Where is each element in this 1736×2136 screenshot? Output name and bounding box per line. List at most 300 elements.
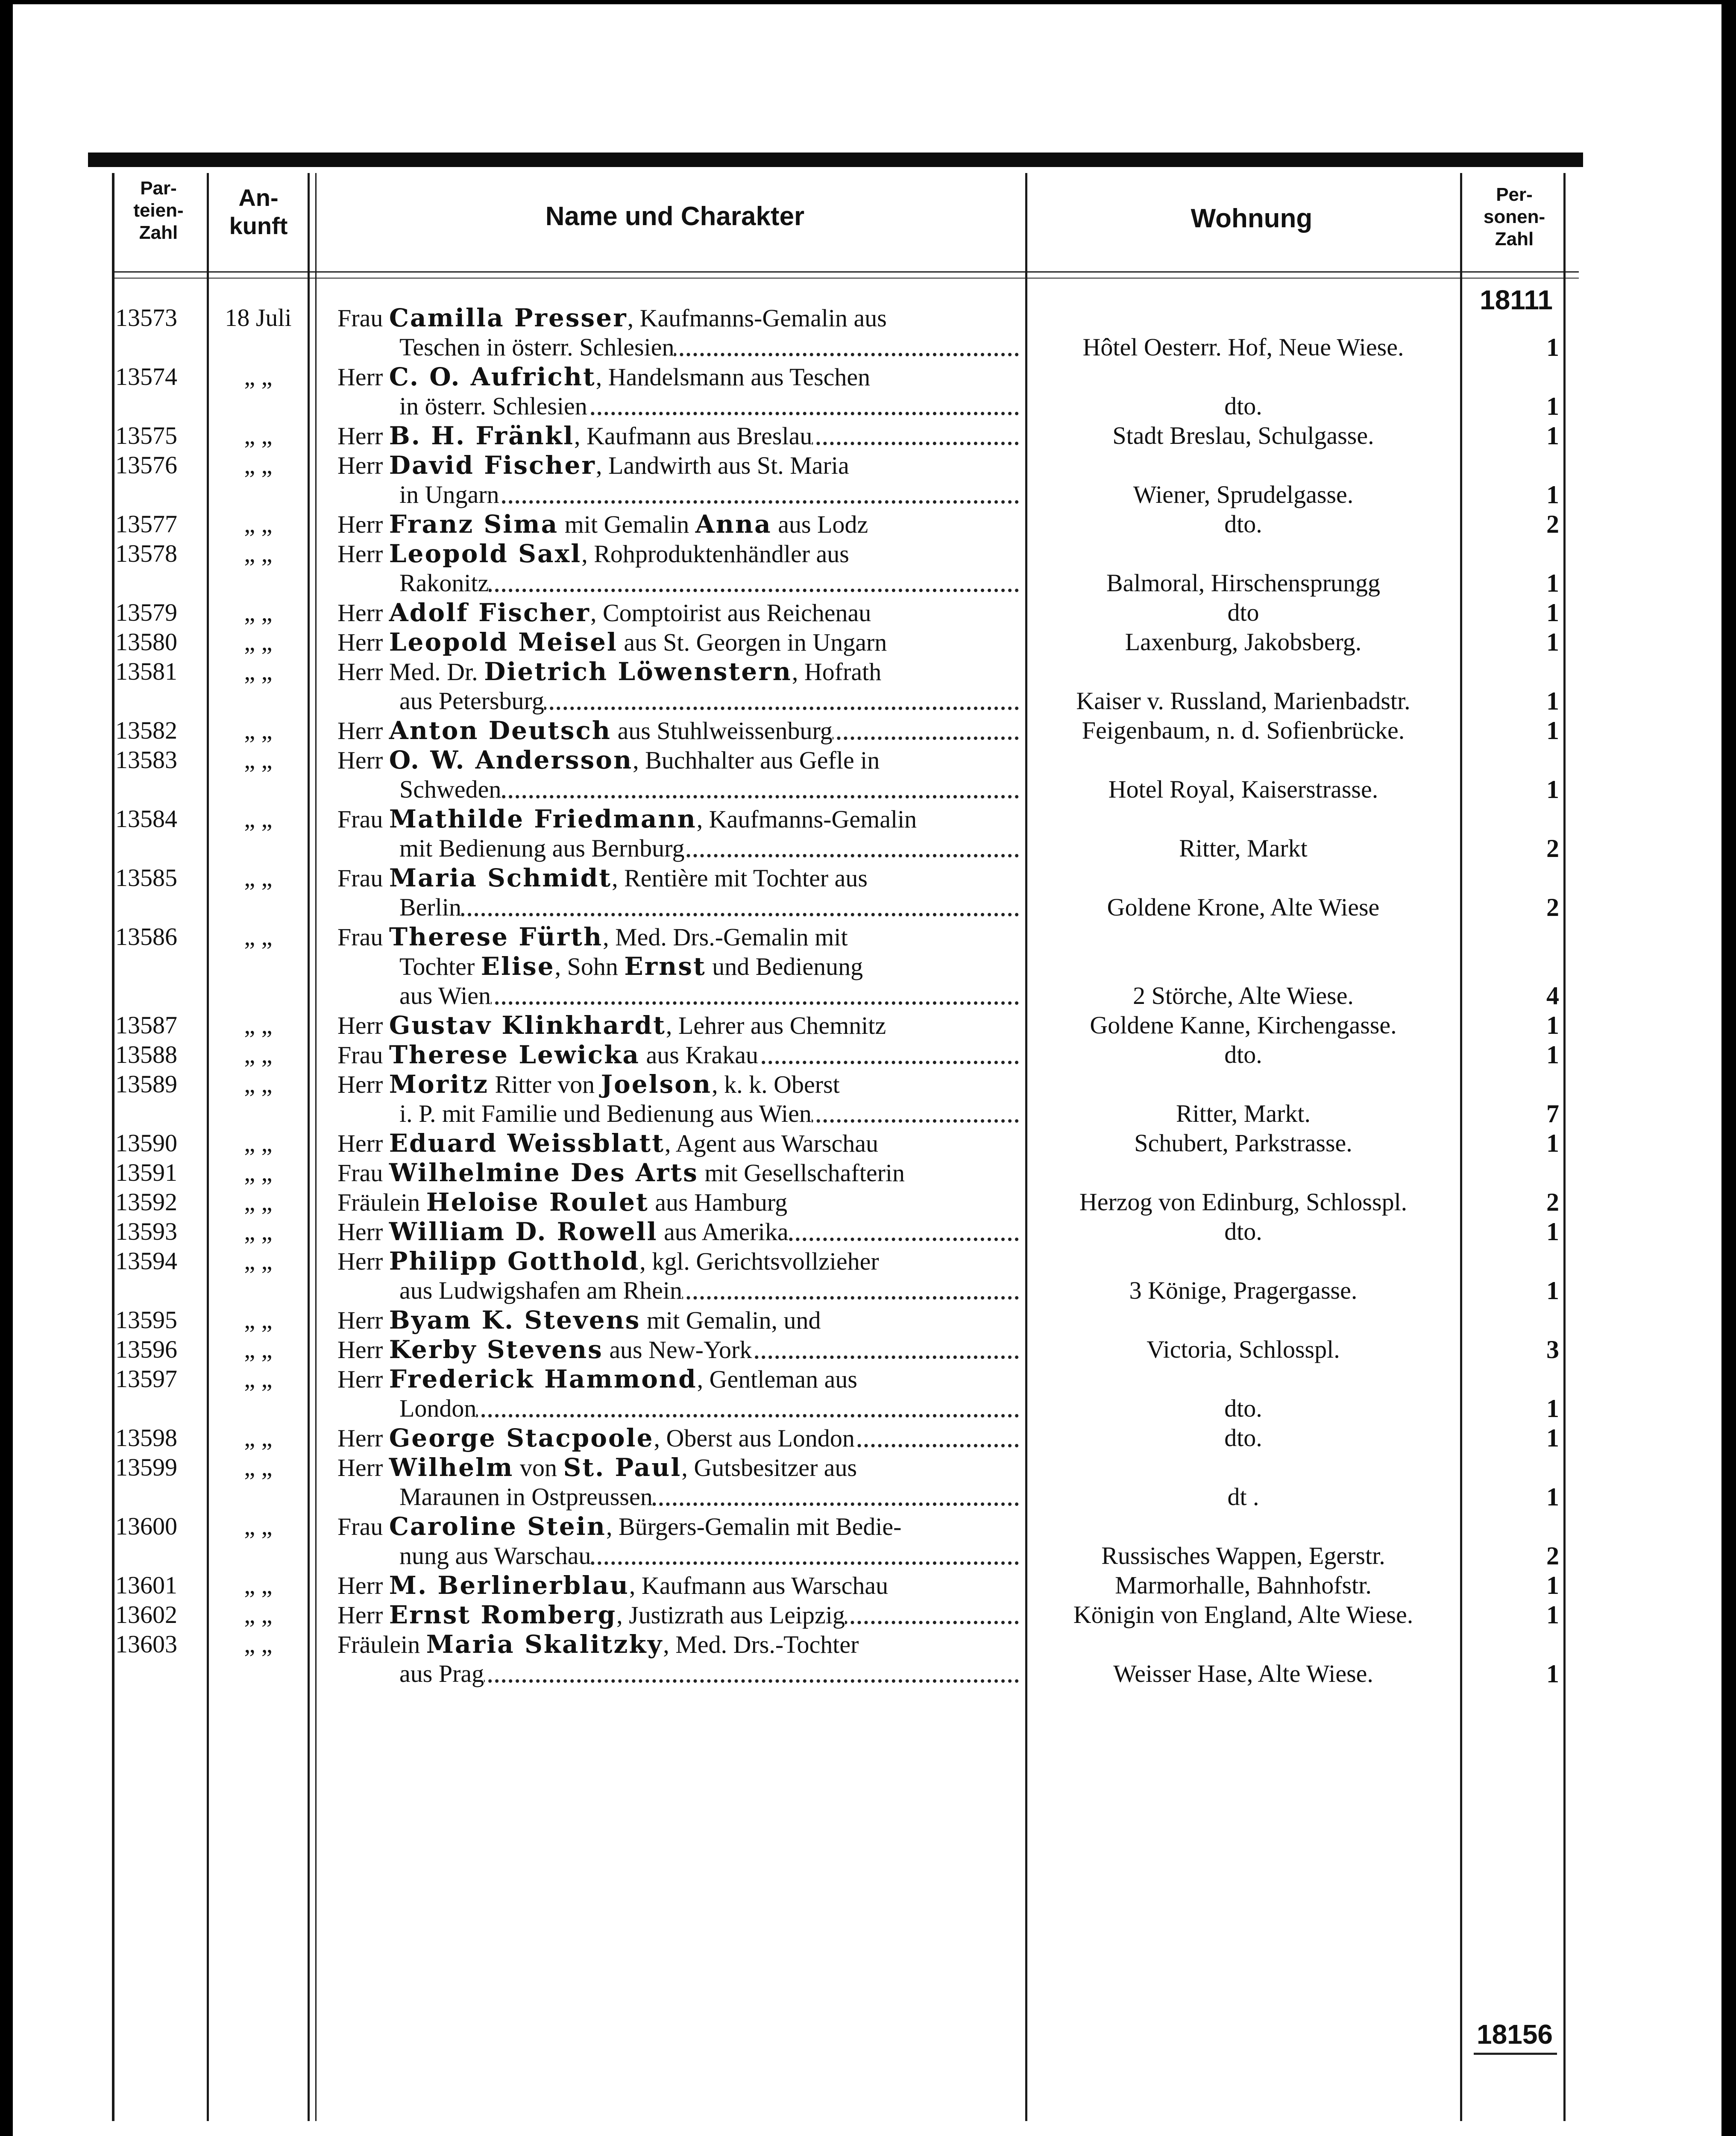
party-number: 13579 — [115, 599, 177, 626]
person-name: Wilhelm — [389, 1453, 514, 1482]
person-name: Kerby Stevens — [389, 1335, 603, 1364]
party-number: 13588 — [115, 1041, 177, 1068]
entry-text: Teschen in österr. Schlesien — [399, 333, 674, 361]
entry-text: , Comptoirist aus Reichenau — [590, 599, 871, 627]
entry-text: Herr — [337, 1247, 389, 1275]
name-line — [399, 687, 1019, 715]
residence: Königin von England, Alte Wiese. — [1073, 1601, 1413, 1628]
entry-text: Herr — [337, 1365, 389, 1393]
header-line: An- — [238, 184, 279, 211]
residence: 3 Könige, Pragergasse. — [1129, 1276, 1358, 1304]
entry-text: Rakonitz — [399, 569, 489, 597]
entry-text: , Kaufmann aus Breslau — [574, 422, 812, 450]
party-number: 13593 — [115, 1218, 177, 1245]
person-name: Maria Schmidt — [389, 863, 612, 892]
entry-text: Herr — [337, 1306, 389, 1334]
name-line — [337, 1217, 1019, 1246]
entry-text: Herr — [337, 511, 389, 538]
arrival-date: „ „ — [244, 451, 273, 479]
party-number: 13587 — [115, 1011, 177, 1039]
name-line — [337, 1158, 1019, 1187]
person-name: B. H. Fränkl — [389, 421, 575, 450]
entry-text: , k. k. Oberst — [712, 1071, 840, 1098]
residence: Marmorhalle, Bahnhofstr. — [1115, 1571, 1372, 1599]
entry-text: Ritter von — [488, 1071, 601, 1098]
column-line — [1460, 173, 1462, 2121]
person-name: Anton Deutsch — [389, 716, 612, 745]
person-count: 1 — [1546, 1601, 1559, 1629]
entry-text: mit Gesellschafterin — [698, 1159, 905, 1187]
entry-text: Herr — [337, 1572, 389, 1599]
arrival-date: „ „ — [244, 510, 273, 538]
residence: Laxenburg, Jakobsberg. — [1125, 628, 1362, 656]
header-line: sonen- — [1483, 206, 1545, 227]
person-count: 1 — [1546, 481, 1559, 509]
entry-text: aus Hamburg — [648, 1188, 788, 1216]
name-line — [337, 362, 1019, 391]
entry-text: aus Prag — [399, 1660, 484, 1687]
entry-text: Frau — [337, 304, 389, 332]
party-number: 13575 — [115, 422, 177, 449]
person-count: 1 — [1546, 775, 1559, 804]
party-number: 13603 — [115, 1630, 177, 1658]
residence: Goldene Krone, Alte Wiese — [1107, 893, 1380, 921]
person-name: St. Paul — [563, 1453, 682, 1482]
name-line — [337, 539, 1019, 568]
name-line — [337, 598, 1019, 627]
entry-text: , Gutsbesitzer aus — [681, 1454, 857, 1482]
name-line — [337, 510, 1019, 539]
person-name: M. Berlinerblau — [389, 1571, 629, 1600]
party-number: 13585 — [115, 864, 177, 892]
residence: dto. — [1224, 392, 1262, 420]
name-line — [399, 1482, 1019, 1511]
entry-text: , Med. Drs.-Gemalin mit — [603, 923, 848, 951]
person-count: 2 — [1546, 834, 1559, 863]
arrival-date: „ „ — [244, 1188, 273, 1216]
name-line — [399, 1541, 1019, 1570]
party-number: 13584 — [115, 805, 177, 833]
entry-text: , Oberst aus London — [654, 1424, 855, 1452]
entry-text: aus Wien — [399, 982, 491, 1009]
name-line — [337, 1247, 1019, 1276]
party-number: 13598 — [115, 1424, 177, 1452]
name-line — [337, 1306, 1019, 1335]
entry-text: , Kaufmanns-Gemalin — [696, 805, 917, 833]
party-number: 13601 — [115, 1571, 177, 1599]
name-line — [399, 775, 1019, 804]
residence: Weisser Hase, Alte Wiese. — [1113, 1660, 1373, 1687]
arrival-date: „ „ — [244, 805, 273, 833]
arrival-date: „ „ — [244, 1601, 273, 1628]
final-total-underline — [1474, 2053, 1557, 2055]
entry-text: Herr — [337, 1218, 389, 1246]
entry-text: Herr — [337, 452, 389, 479]
name-line — [337, 922, 1019, 951]
header-ankunft — [209, 184, 308, 240]
column-line — [1563, 173, 1566, 2121]
entry-text: , Bürgers-Gemalin mit Bedie- — [606, 1513, 902, 1540]
arrival-date: „ „ — [244, 1218, 273, 1245]
entry-text: , Buchhalter aus Gefle in — [633, 746, 880, 774]
person-name: Ernst Romberg — [389, 1600, 617, 1629]
name-line — [337, 1070, 1019, 1099]
party-number: 13574 — [115, 363, 177, 390]
header-parteien-zahl — [114, 177, 203, 244]
entry-text: Herr — [337, 422, 389, 450]
entry-text: Herr — [337, 540, 389, 568]
person-name: George Stacpoole — [389, 1423, 654, 1452]
person-count: 2 — [1546, 1188, 1559, 1216]
arrival-date: „ „ — [244, 746, 273, 774]
arrival-date: „ „ — [244, 657, 273, 685]
party-number: 13576 — [115, 451, 177, 479]
person-count: 4 — [1546, 982, 1559, 1010]
arrival-date: „ „ — [244, 1247, 273, 1275]
entry-text: Maraunen in Ostpreussen — [399, 1483, 653, 1511]
person-count: 3 — [1546, 1335, 1559, 1364]
entry-text: Herr — [337, 746, 389, 774]
person-name: Therese Fürth — [389, 922, 603, 951]
name-line — [337, 1188, 1019, 1217]
arrival-date: „ „ — [244, 1512, 273, 1540]
name-line — [337, 1423, 1019, 1452]
entry-text: aus Stuhlweissenburg — [611, 717, 833, 745]
person-name: Heloise Roulet — [426, 1188, 649, 1217]
party-number: 13595 — [115, 1306, 177, 1334]
column-line — [112, 173, 114, 2121]
name-line — [337, 1571, 1019, 1600]
person-name: Camilla Presser — [389, 303, 628, 332]
name-line — [337, 421, 1019, 450]
leader-dots — [399, 1001, 1019, 1005]
name-line — [399, 1659, 1019, 1688]
party-number: 13581 — [115, 657, 177, 685]
person-name: Leopold Saxl — [389, 539, 582, 568]
name-line — [399, 1099, 1019, 1128]
entry-text: mit Gemalin — [558, 511, 695, 538]
residence: dto. — [1224, 1041, 1262, 1068]
person-count: 1 — [1546, 1276, 1559, 1305]
entry-text: Herr — [337, 363, 389, 391]
name-line — [399, 392, 1019, 420]
arrival-date: „ „ — [244, 363, 273, 390]
name-line — [337, 1335, 1019, 1364]
name-line — [337, 1630, 1019, 1659]
person-name: Eduard Weissblatt — [389, 1129, 665, 1158]
leader-dots — [399, 1679, 1019, 1683]
party-number: 13586 — [115, 923, 177, 951]
leader-dots — [399, 1414, 1019, 1417]
arrival-date: „ „ — [244, 1159, 273, 1186]
arrival-date: „ „ — [244, 1365, 273, 1393]
person-count: 1 — [1546, 1011, 1559, 1039]
person-name: Therese Lewicka — [389, 1040, 640, 1069]
person-count: 1 — [1546, 1483, 1559, 1511]
entry-text: Herr — [337, 1336, 389, 1364]
entry-text: Herr — [337, 1424, 389, 1452]
person-count: 1 — [1546, 1041, 1559, 1069]
entry-text: , Handelsmann aus Teschen — [595, 363, 871, 391]
arrival-date: „ „ — [244, 1070, 273, 1098]
entry-text: Schweden — [399, 775, 501, 803]
entry-text: aus Petersburg — [399, 687, 544, 715]
header-line: teien- — [133, 200, 184, 221]
person-name: Dietrich Löwenstern — [484, 657, 792, 686]
entry-text: Berlin — [399, 893, 461, 921]
residence: Victoria, Schlosspl. — [1147, 1335, 1340, 1363]
person-name: Elise — [481, 952, 555, 981]
person-count: 1 — [1546, 333, 1559, 361]
person-name: Byam K. Stevens — [389, 1306, 641, 1335]
name-line — [399, 480, 1019, 509]
leader-dots — [399, 589, 1019, 592]
person-name: Adolf Fischer — [389, 598, 590, 627]
entry-text: Frau — [337, 923, 389, 951]
entry-text: , Kaufmann aus Warschau — [629, 1572, 889, 1599]
leader-dots — [399, 913, 1019, 916]
entry-text: Herr — [337, 1454, 389, 1482]
entry-text: aus New-York — [603, 1336, 752, 1364]
residence: Russisches Wappen, Egerstr. — [1101, 1542, 1385, 1570]
arrival-date: „ „ — [244, 1630, 273, 1658]
name-line — [399, 333, 1019, 361]
entry-text: aus St. Georgen in Ungarn — [617, 628, 887, 656]
arrival-date: „ „ — [244, 1453, 273, 1481]
person-count: 1 — [1546, 599, 1559, 627]
top-thick-rule — [88, 153, 1583, 167]
name-line — [337, 1129, 1019, 1158]
person-name: Mathilde Friedmann — [389, 804, 697, 833]
residence: Stadt Breslau, Schulgasse. — [1112, 422, 1374, 449]
entry-text: Frau — [337, 1513, 389, 1540]
entry-text: Herr — [337, 1601, 389, 1629]
entry-text: London — [399, 1394, 477, 1422]
arrival-date: „ „ — [244, 599, 273, 626]
residence: Goldene Kanne, Kirchengasse. — [1090, 1011, 1397, 1039]
name-line — [337, 303, 1019, 332]
name-line — [337, 1600, 1019, 1629]
person-name: C. O. Aufricht — [389, 362, 596, 391]
residence: dto. — [1224, 1218, 1262, 1245]
name-line — [337, 1512, 1019, 1541]
name-line — [337, 863, 1019, 892]
carried-total: 18111 — [1480, 285, 1553, 315]
person-name: Ernst — [624, 952, 706, 981]
header-rule — [114, 271, 1579, 273]
name-line — [337, 1040, 1019, 1069]
person-name: Anna — [695, 510, 772, 539]
entry-text: und Bedienung — [706, 953, 863, 980]
header-line: Zahl — [139, 222, 178, 243]
arrival-date: „ „ — [244, 1041, 273, 1068]
party-number: 13589 — [115, 1070, 177, 1098]
entry-text: in österr. Schlesien — [399, 392, 587, 420]
header-name-und-charakter: Name und Charakter — [545, 202, 805, 231]
party-number: 13591 — [115, 1159, 177, 1186]
column-line — [207, 173, 209, 2121]
party-number: 13573 — [115, 304, 177, 332]
party-number: 13583 — [115, 746, 177, 774]
header-rule-2 — [114, 278, 1579, 279]
person-name: Gustav Klinkhardt — [389, 1011, 666, 1040]
person-count: 1 — [1546, 1571, 1559, 1599]
person-count: 1 — [1546, 716, 1559, 745]
entry-text: von — [513, 1454, 563, 1482]
residence: dto. — [1224, 1394, 1262, 1422]
party-number: 13580 — [115, 628, 177, 656]
residence: Hôtel Oesterr. Hof, Neue Wiese. — [1082, 333, 1404, 361]
header-personen-zahl — [1469, 184, 1559, 250]
arrival-date: 18 Juli — [225, 304, 292, 332]
entry-text: Fräulein — [337, 1188, 426, 1216]
party-number: 13602 — [115, 1601, 177, 1628]
residence: Ritter, Markt — [1179, 834, 1308, 862]
person-count: 1 — [1546, 1129, 1559, 1157]
person-count: 1 — [1546, 687, 1559, 715]
entry-text: , Landwirth aus St. Maria — [595, 452, 849, 479]
arrival-date: „ „ — [244, 923, 273, 951]
party-number: 13599 — [115, 1453, 177, 1481]
entry-text: Frau — [337, 1159, 389, 1187]
entry-text: mit Bedienung aus Bernburg — [399, 834, 685, 862]
person-name: Franz Sima — [389, 510, 559, 539]
entry-text: aus Ludwigshafen am Rhein — [399, 1276, 683, 1304]
arrival-date: „ „ — [244, 1129, 273, 1157]
entry-text: in Ungarn — [399, 481, 499, 508]
entry-text: Herr — [337, 628, 389, 656]
arrival-date: „ „ — [244, 628, 273, 656]
entry-text: , Rohproduktenhändler aus — [581, 540, 849, 568]
party-number: 13577 — [115, 510, 177, 538]
name-line — [337, 745, 1019, 775]
entry-text: Tochter — [399, 953, 481, 980]
register-page — [13, 4, 1721, 2136]
person-name: Frederick Hammond — [389, 1364, 697, 1394]
name-line — [399, 981, 1019, 1010]
person-name: Joelson — [601, 1070, 712, 1099]
entry-text: , Agent aus Warschau — [664, 1130, 879, 1157]
header-line: Par- — [140, 178, 177, 199]
name-line — [337, 657, 1019, 686]
person-count: 1 — [1546, 1394, 1559, 1423]
residence: Hotel Royal, Kaiserstrasse. — [1108, 775, 1378, 803]
arrival-date: „ „ — [244, 1335, 273, 1363]
entry-text: , Lehrer aus Chemnitz — [666, 1012, 886, 1039]
entry-text: aus Lodz — [771, 511, 868, 538]
party-number: 13578 — [115, 540, 177, 567]
header-wohnung: Wohnung — [1191, 204, 1313, 233]
arrival-date: „ „ — [244, 1011, 273, 1039]
name-line — [337, 1011, 1019, 1040]
entry-text: Herr — [337, 1012, 389, 1039]
name-line — [399, 569, 1019, 597]
residence: dto. — [1224, 510, 1262, 538]
person-count: 1 — [1546, 628, 1559, 656]
column-line — [308, 173, 310, 2121]
entry-text: , Gentleman aus — [697, 1365, 857, 1393]
person-name: Wilhelmine Des Arts — [389, 1158, 698, 1187]
name-line — [337, 1364, 1019, 1394]
person-count: 2 — [1546, 510, 1559, 538]
arrival-date: „ „ — [244, 1571, 273, 1599]
final-total: 18156 — [1477, 2019, 1553, 2050]
entry-text: Herr — [337, 599, 389, 627]
name-line — [337, 451, 1019, 480]
header-line: Per- — [1496, 184, 1533, 205]
residence: Balmoral, Hirschensprungg — [1106, 569, 1381, 597]
person-name: Caroline Stein — [389, 1512, 606, 1541]
person-name: Leopold Meisel — [389, 628, 618, 657]
arrival-date: „ „ — [244, 1306, 273, 1334]
entry-text: Herr — [337, 1130, 389, 1157]
person-count: 1 — [1546, 569, 1559, 597]
name-line — [337, 628, 1019, 657]
name-line — [399, 893, 1019, 921]
entry-text: i. P. mit Familie und Bedienung aus Wien — [399, 1100, 812, 1127]
residence: dto — [1227, 599, 1259, 626]
entry-text: Fräulein — [337, 1631, 426, 1658]
entry-text: Frau — [337, 1041, 389, 1069]
header-line: kunft — [229, 212, 288, 240]
arrival-date: „ „ — [244, 422, 273, 449]
entry-text: Frau — [337, 864, 389, 892]
party-number: 13594 — [115, 1247, 177, 1275]
entry-text: Herr — [337, 717, 389, 745]
name-line — [337, 1453, 1019, 1482]
person-count: 1 — [1546, 392, 1559, 420]
entry-text: , Hofrath — [792, 658, 882, 686]
entry-text: mit Gemalin, und — [640, 1306, 821, 1334]
party-number: 13590 — [115, 1129, 177, 1157]
person-name: Moritz — [389, 1070, 489, 1099]
residence: Feigenbaum, n. d. Sofienbrücke. — [1082, 716, 1405, 744]
residence: 2 Störche, Alte Wiese. — [1133, 982, 1354, 1009]
name-line — [399, 1276, 1019, 1305]
person-name: William D. Rowell — [389, 1217, 658, 1246]
entry-text: Frau — [337, 805, 389, 833]
person-name: Philipp Gotthold — [389, 1247, 640, 1276]
entry-text: Herr Med. Dr. — [337, 658, 484, 686]
person-name: Maria Skalitzky — [426, 1630, 663, 1659]
name-line — [399, 952, 1019, 981]
person-count: 1 — [1546, 1218, 1559, 1246]
entry-text: nung aus Warschau — [399, 1542, 591, 1570]
person-count: 1 — [1546, 1660, 1559, 1688]
arrival-date: „ „ — [244, 540, 273, 567]
residence: Herzog von Edinburg, Schlosspl. — [1079, 1188, 1408, 1216]
entry-text: , Kaufmanns-Gemalin aus — [627, 304, 887, 332]
residence: Wiener, Sprudelgasse. — [1133, 481, 1354, 508]
entry-text: aus Krakau — [640, 1041, 759, 1069]
person-name: David Fischer — [389, 451, 596, 480]
party-number: 13582 — [115, 716, 177, 744]
entry-text: , Med. Drs.-Tochter — [663, 1631, 859, 1658]
entry-text: aus Amerika — [657, 1218, 789, 1246]
name-line — [337, 804, 1019, 833]
person-count: 2 — [1546, 893, 1559, 921]
arrival-date: „ „ — [244, 864, 273, 892]
arrival-date: „ „ — [244, 716, 273, 744]
party-number: 13592 — [115, 1188, 177, 1216]
entry-text: Herr — [337, 1071, 389, 1098]
name-line — [399, 1394, 1019, 1423]
person-count: 2 — [1546, 1542, 1559, 1570]
person-count: 1 — [1546, 1424, 1559, 1452]
name-line — [337, 716, 1019, 745]
entry-text: , kgl. Gerichtsvollzieher — [639, 1247, 879, 1275]
entry-text: , Sohn — [554, 953, 625, 980]
